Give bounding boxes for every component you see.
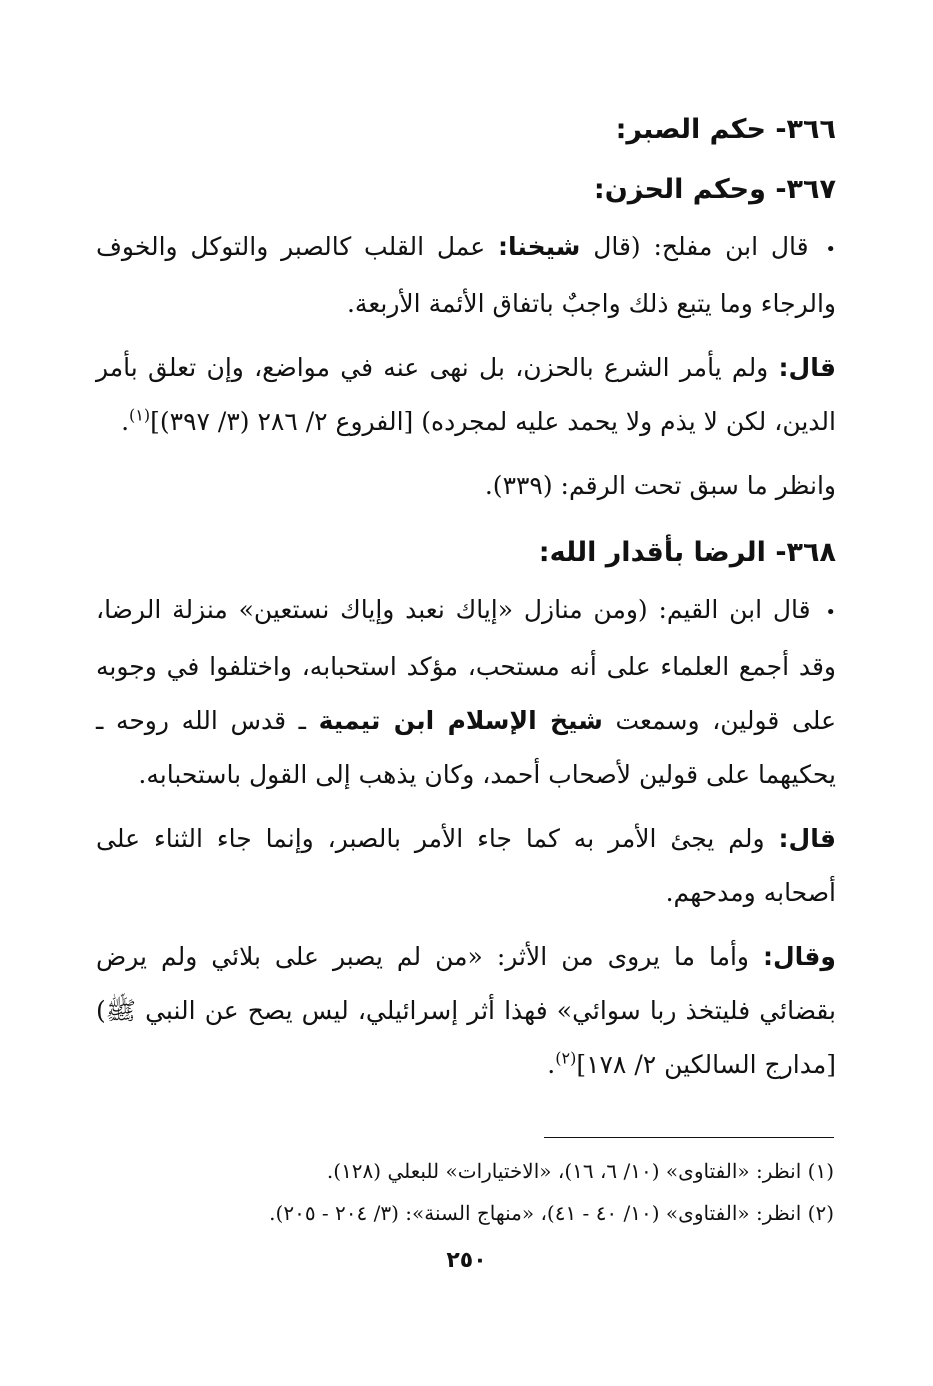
bold-term: شيخ الإسلام ابن تيمية: [318, 706, 603, 735]
bullet-icon: •: [825, 602, 836, 623]
section-heading-366: ٣٦٦- حكم الصبر:: [615, 114, 836, 145]
paragraph-text: ولم يأمر الشرع بالحزن، بل نهى عنه في مواضع، وإن تعلق بأمر الدين، لكن لا يذم ولا يحمد عليه لمجرده) [الفروع ٢/ ٢٨٦ (٣/ ٣٩٧)]: [96, 353, 836, 436]
paragraph-patience-command: [96, 812, 836, 920]
section-heading-367: ٣٦٧- وحكم الحزن:: [593, 174, 836, 205]
paragraph-israeli-report: [96, 930, 836, 1092]
paragraph-ibn-muflih: [96, 220, 836, 331]
paragraph-text: وأما ما يروى من الأثر: «من لم يصبر على بلائي ولم يرض بقضائي فليتخذ ربا سوائي» فهذا أثر إسرائيلي، ليس يصح عن النبي ﷺ) [مدارج السالكين ٢/ ١٧٨]: [96, 942, 836, 1079]
paragraph-end: .: [121, 407, 130, 436]
page-body: [96, 100, 836, 1102]
page-number: ٢٥٠: [446, 1248, 487, 1273]
paragraph-end: .: [547, 1050, 556, 1079]
bullet-icon: •: [825, 239, 837, 260]
paragraph-text: قال ابن مفلح: (قال: [593, 232, 809, 261]
paragraph-text: عمل القلب كالصبر والتوكل والخوف والرجاء وما يتبع ذلك واجبٌ باتفاق الأئمة الأربعة.: [96, 232, 836, 318]
footnote-divider: [544, 1137, 834, 1138]
paragraph-ibn-qayyim: [96, 583, 836, 802]
footnote-2: (٢) انظر: «الفتاوى» (١٠/ ٤٠ - ٤١)، «منهاج السنة»: (٣/ ٢٠٤ - ٢٠٥).: [269, 1201, 834, 1225]
paragraph-text: قال ابن القيم: (ومن منازل «إياك نعبد وإياك نستعين» منزلة الرضا، وقد أجمع العلماء على أنه مستحب، مؤكد استحبابه، واختلفوا في وجوبه على قولين، وسمعت: [96, 595, 836, 735]
paragraph-text: ـ قدس الله روحه ـ يحكيهما على قولين لأصحاب أحمد، وكان يذهب إلى القول باستحبابه.: [96, 706, 836, 789]
section-heading-368: ٣٦٨- الرضا بأقدار الله:: [538, 537, 836, 568]
paragraph-text: ولم يجئ الأمر به كما جاء الأمر بالصبر، وإنما جاء الثناء على أصحابه ومدحهم.: [96, 824, 836, 907]
paragraph-sadness-ruling: [96, 341, 836, 449]
footnotes: [180, 1150, 834, 1234]
bold-term: قال:: [778, 824, 836, 853]
footnote-ref-2: (٢): [555, 1048, 577, 1068]
bold-term: وقال:: [762, 942, 836, 971]
paragraph-see-also: وانظر ما سبق تحت الرقم: (٣٣٩).: [484, 471, 836, 500]
bold-term: شيخنا:: [497, 232, 581, 261]
bold-term: قال:: [778, 353, 836, 382]
footnote-1: (١) انظر: «الفتاوى» (١٠/ ٦، ١٦)، «الاختيارات» للبعلي (١٢٨).: [326, 1159, 834, 1183]
footnote-ref-1: (١): [129, 405, 151, 425]
